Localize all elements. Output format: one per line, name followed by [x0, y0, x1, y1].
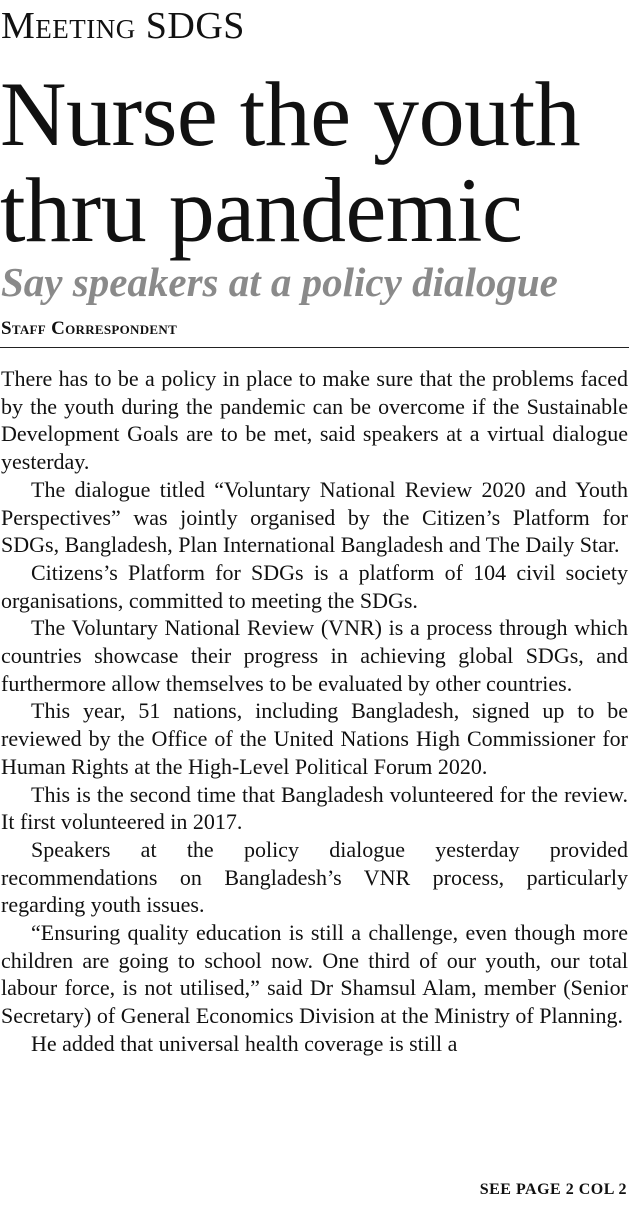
paragraph-5: This year, 51 nations, including Bangladesh, signed up to be reviewed by the Office of the United Nations High Commissioner for Human Rights at the High-Level Political Forum 2020. — [1, 698, 628, 779]
paragraph-3: Citizens’s Platform for SDGs is a platform of 104 civil society organisations, committed to meeting the SDGs. — [1, 559, 628, 613]
headline — [0, 63, 629, 261]
paragraph-4: The Voluntary National Review (VNR) is a process through which countries showcase their progress in achieving global SDGs, and furthermore allow themselves to be evaluated by other countries. — [1, 615, 628, 696]
paragraph-9: He added that universal health coverage is still a — [31, 1030, 458, 1056]
headline-line-1: Nurse the youth — [0, 63, 581, 165]
paragraph-6: This is the second time that Bangladesh volunteered for the review. It first volunteered in 2017. — [1, 781, 628, 835]
kicker: Meeting SDGS — [1, 5, 245, 47]
article-body — [1, 365, 628, 1171]
byline: Staff Correspondent — [1, 318, 178, 339]
headline-line-2: thru pandemic — [0, 159, 523, 261]
divider-rule — [0, 347, 629, 348]
continuation-note: SEE PAGE 2 COL 2 — [479, 1181, 627, 1198]
paragraph-2: The dialogue titled “Voluntary National Review 2020 and Youth Perspectives” was jointly organised by the Citizen’s Platform for SDGs, Bangladesh, Plan International Bangladesh and The Daily Star. — [1, 476, 628, 558]
paragraph-7: Speakers at the policy dialogue yesterday provided recommendations on Bangladesh’s VNR process, particularly regarding youth issues. — [1, 836, 628, 918]
paragraph-1: There has to be a policy in place to make sure that the problems faced by the youth during the pandemic can be overcome if the Sustainable Development Goals are to be met, said speakers at a virtual dialogue yesterday. — [1, 366, 628, 475]
paragraph-8: “Ensuring quality education is still a challenge, even though more children are going to school now. One third of our youth, our total labour force, is not utilised,” said Dr Shamsul Alam, member (Senior Secretary) of General Economics Division at the Ministry of Planning. — [1, 920, 628, 1029]
subheadline: Say speakers at a policy dialogue — [1, 259, 558, 305]
